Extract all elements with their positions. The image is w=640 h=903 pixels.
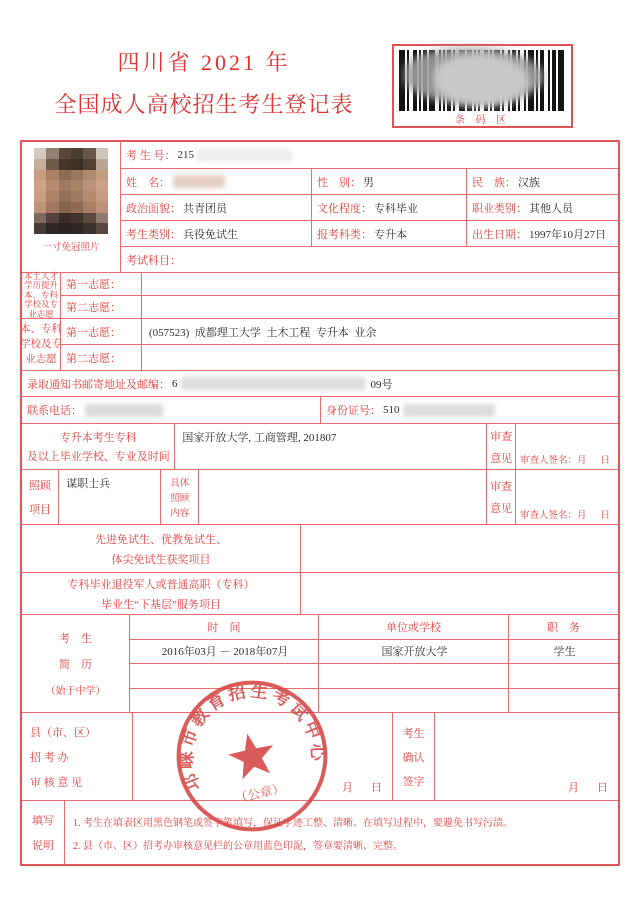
barcode-box xyxy=(392,44,573,128)
service-row xyxy=(22,572,618,614)
mailing-address-label: 录取通知书邮寄地址及邮编： xyxy=(27,378,170,391)
occupation-value: 其他人员 xyxy=(529,202,573,215)
local-talent-wish-rows xyxy=(60,273,618,318)
second-wish-label: 第二志愿： xyxy=(66,302,121,314)
local-second-wish-row xyxy=(61,295,618,318)
candidate-confirm-label: 考生 确认 签字 xyxy=(392,713,434,800)
awards-row xyxy=(22,524,618,572)
phone-field xyxy=(22,397,320,423)
education-value: 专科毕业 xyxy=(374,202,418,215)
education-field xyxy=(311,195,466,220)
service-label: 专科毕业退役军人或普通高职（专科） 毕业生“下基层”服务项目 xyxy=(67,578,255,611)
gender-value: 男 xyxy=(363,176,374,189)
occupation-label: 职业类别： xyxy=(472,202,527,215)
education-label: 文化程度： xyxy=(317,202,372,215)
stamp-center-label: （公章） xyxy=(233,781,287,806)
prior-education-value: 国家开放大学, 工商管理, 201807 xyxy=(174,424,486,469)
ethnic-field xyxy=(466,169,618,194)
month-label: 月 xyxy=(342,782,353,794)
subject-category-value: 专升本 xyxy=(374,228,407,241)
row-name-gender-ethnic xyxy=(121,168,618,194)
care-items-row xyxy=(22,469,618,524)
day-label: 日 xyxy=(600,456,610,466)
reviewer-signature-label: 审查人签名： xyxy=(519,456,577,466)
second-wish-value xyxy=(141,296,618,318)
id-number-field xyxy=(320,397,618,423)
first-wish-value xyxy=(141,273,618,295)
birth-date-value: 1997年10月27日 xyxy=(529,228,606,241)
mailing-address-redaction-blob xyxy=(181,377,366,390)
resume-side-label: 考 生 简 历 （始于中学） xyxy=(45,633,106,697)
phone-redaction-blob xyxy=(85,404,163,417)
side-label-line: 本、专科 xyxy=(23,289,58,300)
subject-category-label: 报考科类： xyxy=(317,228,372,241)
county-review-section xyxy=(22,712,618,800)
side-label-line: 学历提升 xyxy=(23,280,58,291)
month-label: 月 xyxy=(576,511,587,521)
notes-section xyxy=(22,800,618,864)
title-line2: 全国成人高校招生考生登记表 xyxy=(54,92,354,117)
candidate-signature-cell xyxy=(434,713,618,800)
prior-education-row xyxy=(22,423,618,469)
political-field xyxy=(121,195,311,220)
second-wish-label: 第二志愿： xyxy=(66,352,121,365)
month-label: 月 xyxy=(568,782,579,794)
title-line1: 四川省 2021 年 xyxy=(117,50,291,75)
name-field xyxy=(121,169,311,194)
id-number-label: 身份证号： xyxy=(326,405,381,417)
gender-field xyxy=(311,169,466,194)
barcode-redaction-blob xyxy=(434,54,529,106)
name-label: 姓 名： xyxy=(126,176,170,189)
care-detail-label: 具体 照顾 内容 xyxy=(160,470,198,524)
day-label: 日 xyxy=(597,782,608,794)
exam-no-redaction-blob xyxy=(197,149,292,162)
mailing-address-suffix: 09号 xyxy=(370,378,393,391)
side-label-line: 业志愿 xyxy=(28,308,54,319)
exam-no-field xyxy=(121,142,618,168)
phone-label: 联系电话： xyxy=(27,405,82,417)
mailing-address-row xyxy=(22,370,618,396)
barcode-label: 条 码 区 xyxy=(455,115,510,126)
birth-date-field xyxy=(466,221,618,246)
month-label: 月 xyxy=(576,456,587,466)
photo-caption: 一寸免冠照片 xyxy=(42,243,100,253)
birth-date-label: 出生日期： xyxy=(472,228,527,241)
gender-label: 性 别： xyxy=(317,176,361,189)
basic-info-block xyxy=(22,142,618,272)
local-talent-side-label xyxy=(22,270,60,319)
row-candtype-subject-birth xyxy=(121,220,618,246)
exam-subjects-field xyxy=(121,247,618,272)
resume-header-duty: 职 务 xyxy=(508,615,618,639)
candidate-type-field xyxy=(121,221,311,246)
prior-education-label: 专升本考生专科 及以上毕业学校、专业及时间 xyxy=(26,432,170,463)
side-label-line: 本土人才 xyxy=(23,270,58,281)
county-stamp-cell xyxy=(132,713,392,800)
main-second-wish-row xyxy=(61,344,618,370)
name-redaction-blob xyxy=(173,175,225,188)
local-first-wish-row xyxy=(61,273,618,295)
notes-label: 填写 说明 xyxy=(32,815,54,852)
second-wish-value xyxy=(141,345,618,370)
id-number-redaction-blob xyxy=(403,404,495,417)
awards-value xyxy=(300,525,618,572)
ethnic-value: 汉族 xyxy=(518,176,540,189)
exam-no-label: 考 生 号： xyxy=(126,150,176,162)
political-label: 政治面貌： xyxy=(126,202,181,215)
notes-body xyxy=(64,801,618,864)
resume-data-row xyxy=(130,688,618,713)
main-wish-rows xyxy=(60,319,618,370)
note-line-2: 2. 县（市、区）招考办审核意见栏的公章用蓝色印泥，签章要清晰、完整。 xyxy=(73,840,403,852)
side-label-line: 学校及专 xyxy=(20,338,62,350)
main-first-wish-row xyxy=(61,319,618,344)
care-items-label: 照顾 项目 xyxy=(29,480,52,516)
note-line-1: 1. 考生在填表区用黑色钢笔或签字笔填写，保证字迹工整、清晰。在填写过程中，要避免书写污渍。 xyxy=(73,817,513,829)
review-opinion-label: 审查 意见 xyxy=(486,470,515,524)
candidate-type-value: 兵役免试生 xyxy=(183,228,238,241)
occupation-field xyxy=(466,195,618,220)
mailing-address-field xyxy=(22,371,618,396)
reviewer-signature-label: 审查人签名： xyxy=(519,511,577,521)
exam-no-value-prefix: 215 xyxy=(177,149,194,161)
form-table xyxy=(20,140,620,866)
main-wish-section xyxy=(22,318,618,370)
first-wish-label: 第一志愿： xyxy=(66,279,121,291)
form-title xyxy=(28,46,380,119)
candidate-type-label: 考生类别： xyxy=(126,228,181,241)
day-label: 日 xyxy=(371,782,382,794)
resume-header-unit: 单位或学校 xyxy=(318,615,508,639)
reviewer-signature-cell xyxy=(515,470,618,524)
county-review-label: 县（市、区） 招 考 办 审 核 意 见 xyxy=(30,726,96,789)
side-label-line: 学校及专 xyxy=(23,299,58,310)
care-detail-value xyxy=(198,470,486,524)
resume-data-row: 2016年03月 － 2018年07月 国家开放大学 学生 xyxy=(130,639,618,664)
basic-fields xyxy=(120,142,618,272)
row-political-education-occupation xyxy=(121,194,618,220)
subject-category-field xyxy=(311,221,466,246)
resume-section xyxy=(22,614,618,712)
mailing-address-prefix: 6 xyxy=(172,377,178,390)
awards-label: 先进免试生、优教免试生、 体尖免试生获奖项目 xyxy=(95,533,227,566)
resume-header-row xyxy=(130,615,618,639)
stamp-ring-text: 邛崃市教育招生考试中心 xyxy=(177,681,328,794)
review-opinion-label: 审查 意见 xyxy=(486,424,515,469)
row-exam-no xyxy=(121,142,618,168)
phone-id-row xyxy=(22,396,618,423)
photo-cell xyxy=(22,142,120,272)
service-value xyxy=(300,573,618,614)
side-label-line: 本、专科 xyxy=(20,323,62,335)
side-label-line: 业志愿 xyxy=(25,354,57,366)
political-value: 共青团员 xyxy=(183,202,227,215)
photo-pixel-grid xyxy=(34,148,108,234)
resume-header-time: 时 间 xyxy=(207,621,241,634)
main-wish-side-label xyxy=(22,319,60,370)
local-talent-wish-section xyxy=(22,272,618,318)
exam-subjects-label: 考试科目： xyxy=(126,254,181,267)
row-exam-subjects xyxy=(121,246,618,272)
resume-data-row xyxy=(130,663,618,688)
resume-table xyxy=(129,615,618,712)
first-wish-value: (057523) 成都理工大学 土木工程 专升本 业余 xyxy=(141,319,618,344)
ethnic-label: 民 族： xyxy=(472,176,516,189)
first-wish-label: 第一志愿： xyxy=(66,326,121,339)
id-number-prefix: 510 xyxy=(383,404,400,416)
reviewer-signature-cell xyxy=(515,424,618,469)
day-label: 日 xyxy=(600,511,610,521)
care-items-value: 谋职士兵 xyxy=(58,470,160,524)
